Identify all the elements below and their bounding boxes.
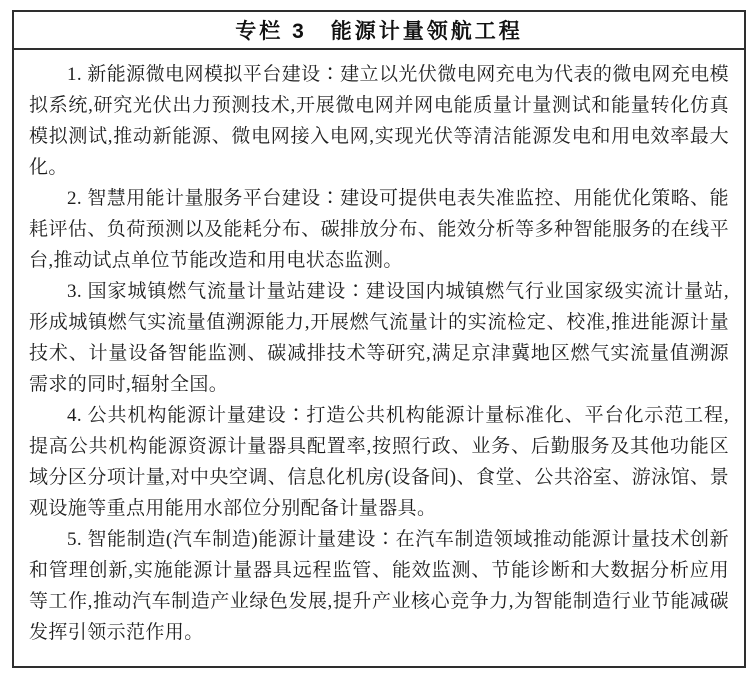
paragraph-5: 5. 智能制造(汽车制造)能源计量建设∶在汽车制造领域推动能源计量技术创新和管理创新,实施能源计量器具远程监管、能效监测、节能诊断和大数据分析应用等工作,推动汽车制造产业绿色发展,提升产业核心竞争力,为智能制造行业节能减碳发挥引领示范作用。	[29, 529, 729, 643]
column-panel	[12, 10, 746, 668]
panel-title: 专栏 3 能源计量领航工程	[14, 12, 744, 50]
paragraph-4: 4. 公共机构能源计量建设∶打造公共机构能源计量标准化、平台化示范工程,提高公共机构能源资源计量器具配置率,按照行政、业务、后勤服务及其他功能区域分区分项计量,对中央空调、信息化机房(设备间)、食堂、公共浴室、游泳馆、景观设施等重点用能用水部位分别配备计量器具。	[29, 405, 729, 519]
paragraph-3: 3. 国家城镇燃气流量计量站建设∶建设国内城镇燃气行业国家级实流计量站,形成城镇燃气实流量值溯源能力,开展燃气流量计的实流检定、校准,推进能源计量技术、计量设备智能监测、碳减排技术等研究,满足京津冀地区燃气实流量值溯源需求的同时,辐射全国。	[29, 281, 729, 395]
paragraph-1: 1. 新能源微电网模拟平台建设∶建立以光伏微电网充电为代表的微电网充电模拟系统,研究光伏出力预测技术,开展微电网并网电能质量计量测试和能量转化仿真模拟测试,推动新能源、微电网接入电网,实现光伏等清洁能源发电和用电效率最大化。	[29, 64, 729, 178]
paragraph-2: 2. 智慧用能计量服务平台建设∶建设可提供电表失准监控、用能优化策略、能耗评估、负荷预测以及能耗分布、碳排放分布、能效分析等多种智能服务的在线平台,推动试点单位节能改造和用电状态监测。	[29, 188, 729, 271]
panel-body	[14, 50, 744, 648]
